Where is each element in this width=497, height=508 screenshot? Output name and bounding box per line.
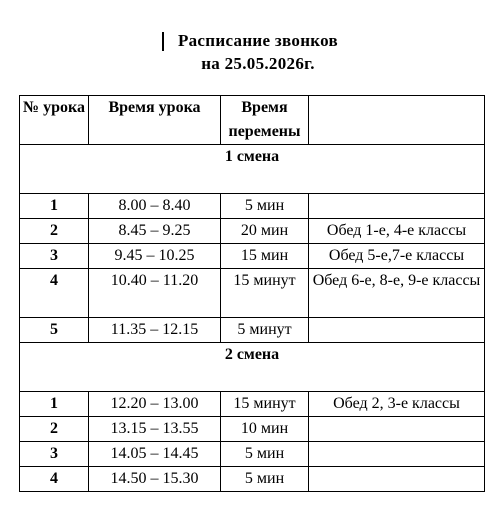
note: Обед 5-е,7-е классы — [309, 244, 485, 269]
break-time: 20 мин — [221, 219, 309, 244]
note — [309, 318, 485, 343]
header-note — [309, 96, 485, 145]
lesson-number: 2 — [20, 417, 89, 442]
lesson-number: 1 — [20, 392, 89, 417]
note — [309, 417, 485, 442]
bell-schedule-table — [19, 95, 485, 492]
break-time: 10 мин — [221, 417, 309, 442]
table-row — [20, 194, 485, 219]
document-title: Расписание звонков — [177, 31, 339, 50]
lesson-number: 2 — [20, 219, 89, 244]
header-break-time: Время перемены — [221, 96, 309, 145]
shift-row — [20, 343, 485, 392]
lesson-number: 4 — [20, 269, 89, 318]
table-header-row — [20, 96, 485, 145]
shift-1-label: 1 смена — [20, 145, 485, 194]
shift-row — [20, 145, 485, 194]
lesson-time: 13.15 – 13.55 — [89, 417, 221, 442]
break-time: 5 минут — [221, 318, 309, 343]
break-time: 5 мин — [221, 442, 309, 467]
header-lesson-number: № урока — [20, 96, 89, 145]
break-time: 15 мин — [221, 244, 309, 269]
lesson-number: 5 — [20, 318, 89, 343]
lesson-time: 8.45 – 9.25 — [89, 219, 221, 244]
break-time: 5 мин — [221, 194, 309, 219]
break-time: 5 мин — [221, 467, 309, 492]
lesson-time: 14.05 – 14.45 — [89, 442, 221, 467]
table-row — [20, 219, 485, 244]
table-row — [20, 392, 485, 417]
table-row — [20, 417, 485, 442]
break-time: 15 минут — [221, 269, 309, 318]
table-row — [20, 269, 485, 318]
lesson-number: 4 — [20, 467, 89, 492]
lesson-time: 10.40 – 11.20 — [89, 269, 221, 318]
lesson-time: 11.35 – 12.15 — [89, 318, 221, 343]
table-row — [20, 318, 485, 343]
note: Обед 2, 3-е классы — [309, 392, 485, 417]
lesson-number: 3 — [20, 244, 89, 269]
table-row — [20, 244, 485, 269]
lesson-time: 12.20 – 13.00 — [89, 392, 221, 417]
lesson-number: 1 — [20, 194, 89, 219]
shift-2-label: 2 смена — [20, 343, 485, 392]
break-time: 15 минут — [221, 392, 309, 417]
header-lesson-time: Время урока — [89, 96, 221, 145]
table-row — [20, 467, 485, 492]
note: Обед 6-е, 8-е, 9-е классы — [309, 269, 485, 318]
lesson-time: 8.00 – 8.40 — [89, 194, 221, 219]
note — [309, 194, 485, 219]
note — [309, 467, 485, 492]
lesson-time: 14.50 – 15.30 — [89, 467, 221, 492]
note — [309, 442, 485, 467]
lesson-number: 3 — [20, 442, 89, 467]
table-row — [20, 442, 485, 467]
note: Обед 1-е, 4-е классы — [309, 219, 485, 244]
document-subtitle-date: на 25.05.2026г. — [201, 54, 315, 73]
lesson-time: 9.45 – 10.25 — [89, 244, 221, 269]
